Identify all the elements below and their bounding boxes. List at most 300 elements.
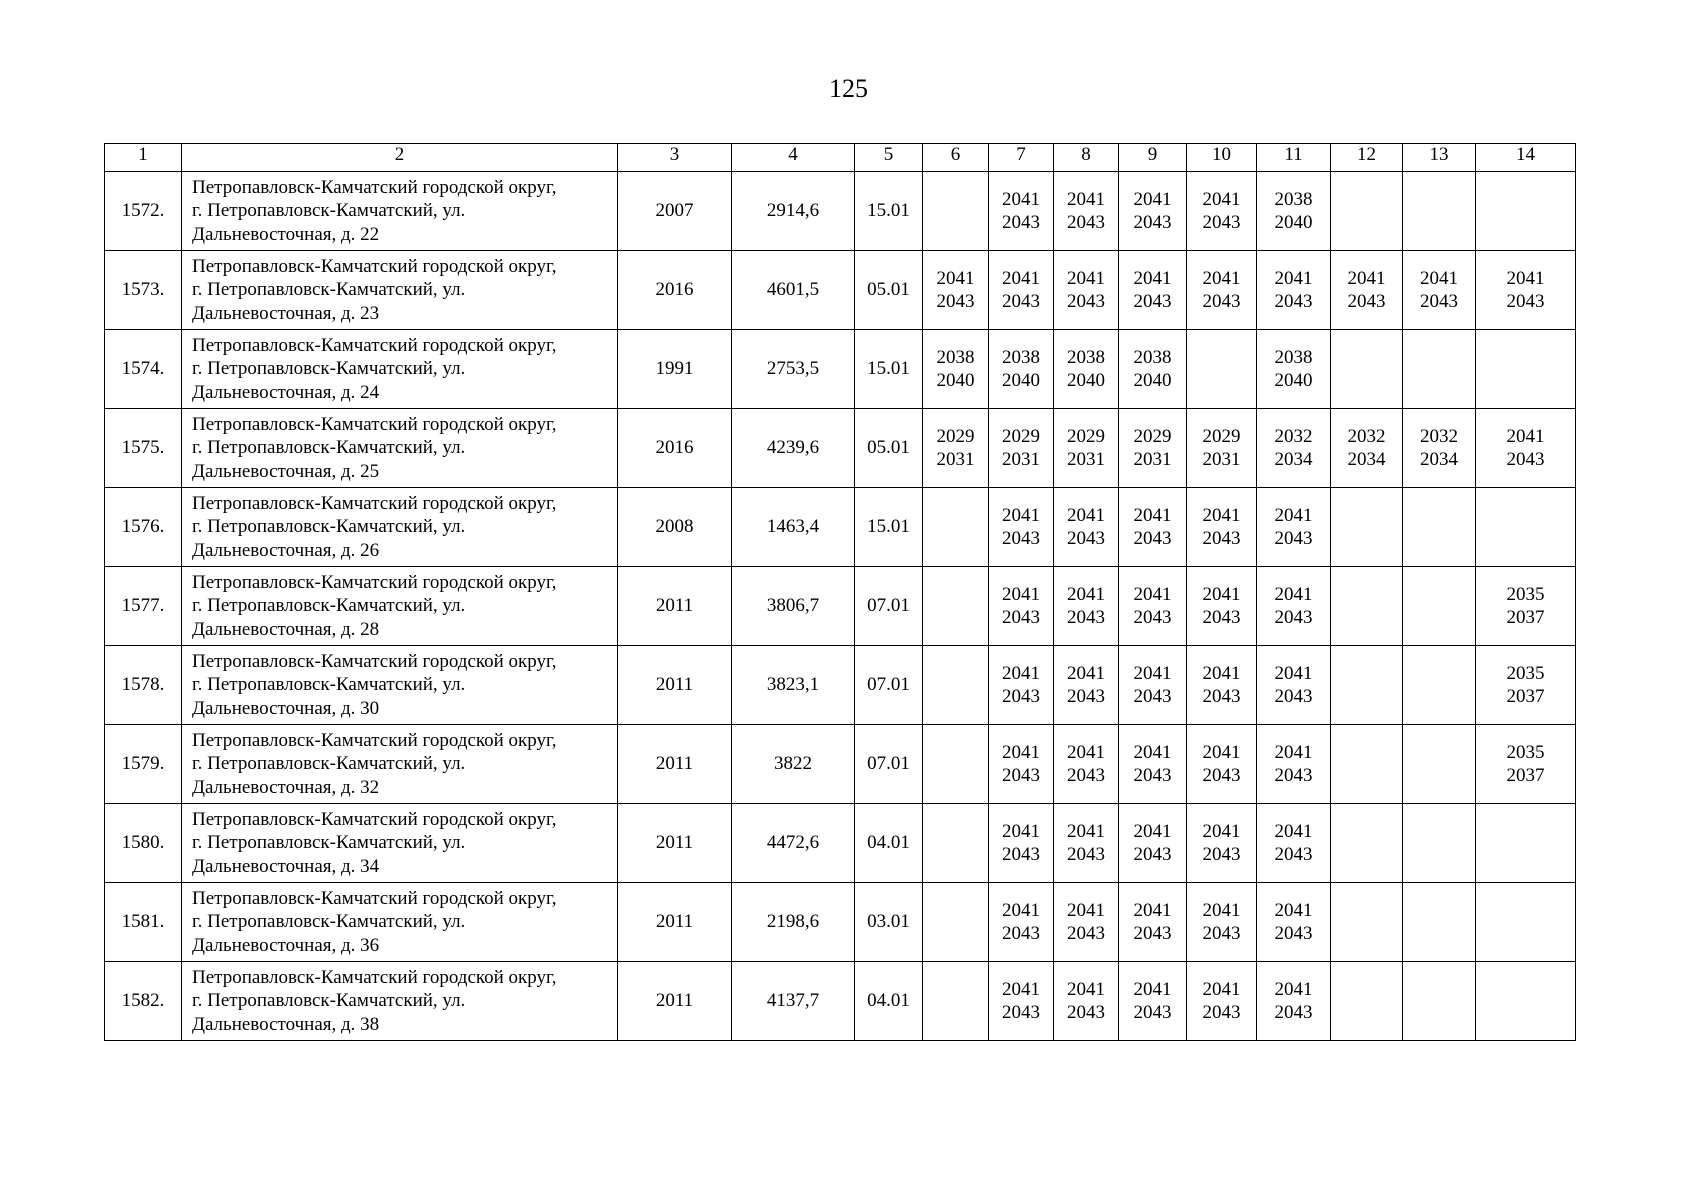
work-period-cell: [1119, 251, 1187, 330]
work-period-cell: [923, 567, 989, 646]
work-period-cell: [1476, 330, 1576, 409]
period-year: 2041: [1202, 188, 1241, 210]
address-line: Дальневосточная, д. 25: [192, 460, 380, 482]
address-line: Дальневосточная, д. 32: [192, 776, 380, 798]
period-year: 2043: [1002, 844, 1040, 865]
period-year: 2043: [1002, 923, 1040, 944]
table-row: [105, 567, 1576, 646]
work-period-cell: [1054, 962, 1119, 1041]
period-year: 2041: [1067, 899, 1105, 921]
work-period-cell: [1476, 804, 1576, 883]
column-header: 2: [182, 144, 618, 172]
period-year: 2041: [1067, 267, 1105, 289]
area-cell: 4239,6: [732, 409, 855, 488]
work-period-cell: [923, 962, 989, 1041]
period-year: 2041: [1067, 741, 1105, 763]
period-year: 2043: [1067, 291, 1105, 312]
work-period-cell: [1257, 172, 1331, 251]
row-number-cell: 1577.: [105, 567, 182, 646]
work-period-cell: [1119, 804, 1187, 883]
address-line: Петропавловск-Камчатский городской округ,: [192, 650, 557, 672]
table-row: [105, 725, 1576, 804]
period-year: 2041: [1420, 267, 1458, 289]
work-period-cell: [1187, 567, 1257, 646]
address-line: Петропавловск-Камчатский городской округ,: [192, 729, 557, 751]
work-period-cell: [1187, 883, 1257, 962]
work-period-cell: [1187, 646, 1257, 725]
period-year: 2043: [1133, 528, 1172, 549]
work-period-cell: [1403, 962, 1476, 1041]
code-cell: 03.01: [855, 883, 923, 962]
period-year: 2043: [1067, 528, 1105, 549]
period-year: 2043: [1133, 291, 1172, 312]
code-cell: 15.01: [855, 330, 923, 409]
period-year: 2037: [1506, 765, 1545, 786]
work-period-cell: [1476, 409, 1576, 488]
column-header: 14: [1476, 144, 1576, 172]
area-cell: 3806,7: [732, 567, 855, 646]
work-period-cell: [989, 883, 1054, 962]
period-year: 2029: [936, 425, 975, 447]
work-period-cell: [1476, 488, 1576, 567]
address-cell: [182, 804, 618, 883]
column-header: 7: [989, 144, 1054, 172]
work-period-cell: [1119, 409, 1187, 488]
code-cell: 05.01: [855, 251, 923, 330]
address-line: г. Петропавловск-Камчатский, ул.: [192, 516, 466, 538]
address-line: Петропавловск-Камчатский городской округ,: [192, 176, 557, 198]
period-year: 2043: [1067, 686, 1105, 707]
period-year: 2034: [1420, 449, 1458, 470]
data-table: [104, 143, 1576, 1041]
work-period-cell: [1403, 883, 1476, 962]
area-cell: 1463,4: [732, 488, 855, 567]
work-period-cell: [989, 488, 1054, 567]
period-year: 2032: [1274, 425, 1313, 447]
work-period-cell: [1257, 962, 1331, 1041]
code-cell: 07.01: [855, 646, 923, 725]
work-period-cell: [923, 725, 989, 804]
work-period-cell: [923, 488, 989, 567]
work-period-cell: [1331, 330, 1403, 409]
year-cell: 1991: [618, 330, 732, 409]
period-year: 2041: [1002, 820, 1040, 842]
work-period-cell: [1054, 646, 1119, 725]
period-year: 2041: [1002, 504, 1040, 526]
address-cell: [182, 725, 618, 804]
period-year: 2041: [1067, 820, 1105, 842]
period-year: 2037: [1506, 607, 1545, 628]
work-period-cell: [1476, 962, 1576, 1041]
address-line: Дальневосточная, д. 30: [192, 697, 380, 719]
address-line: г. Петропавловск-Камчатский, ул.: [192, 437, 466, 459]
work-period-cell: [923, 330, 989, 409]
period-year: 2041: [1133, 504, 1172, 526]
period-year: 2043: [1067, 923, 1105, 944]
period-year: 2043: [1067, 765, 1105, 786]
period-year: 2029: [1202, 425, 1241, 447]
address-line: г. Петропавловск-Камчатский, ул.: [192, 753, 466, 775]
address-cell: [182, 251, 618, 330]
work-period-cell: [1331, 488, 1403, 567]
code-cell: 04.01: [855, 962, 923, 1041]
address-line: г. Петропавловск-Камчатский, ул.: [192, 279, 466, 301]
row-number-cell: 1572.: [105, 172, 182, 251]
code-cell: 15.01: [855, 488, 923, 567]
work-period-cell: [1119, 172, 1187, 251]
work-period-cell: [1257, 804, 1331, 883]
work-period-cell: [1476, 172, 1576, 251]
address-line: Дальневосточная, д. 23: [192, 302, 380, 324]
period-year: 2043: [1347, 291, 1386, 312]
table-row: [105, 488, 1576, 567]
address-line: г. Петропавловск-Камчатский, ул.: [192, 358, 466, 380]
period-year: 2041: [1067, 583, 1105, 605]
area-cell: 3823,1: [732, 646, 855, 725]
period-year: 2041: [1002, 662, 1040, 684]
period-year: 2043: [1506, 449, 1545, 470]
table-row: [105, 962, 1576, 1041]
period-year: 2043: [1202, 923, 1241, 944]
period-year: 2043: [1133, 1002, 1172, 1023]
period-year: 2041: [1002, 741, 1040, 763]
table-row: [105, 646, 1576, 725]
period-year: 2043: [1274, 923, 1313, 944]
period-year: 2043: [1202, 528, 1241, 549]
work-period-cell: [989, 172, 1054, 251]
area-cell: 2914,6: [732, 172, 855, 251]
period-year: 2043: [1420, 291, 1458, 312]
period-year: 2041: [1274, 583, 1313, 605]
period-year: 2041: [1202, 820, 1241, 842]
area-cell: 4601,5: [732, 251, 855, 330]
period-year: 2043: [1067, 212, 1105, 233]
period-year: 2041: [936, 267, 975, 289]
work-period-cell: [1476, 725, 1576, 804]
column-header: 4: [732, 144, 855, 172]
work-period-cell: [1476, 646, 1576, 725]
period-year: 2041: [1506, 425, 1545, 447]
work-period-cell: [923, 646, 989, 725]
area-cell: 4137,7: [732, 962, 855, 1041]
work-period-cell: [1403, 330, 1476, 409]
period-year: 2043: [1274, 765, 1313, 786]
period-year: 2041: [1202, 741, 1241, 763]
period-year: 2041: [1274, 820, 1313, 842]
address-line: г. Петропавловск-Камчатский, ул.: [192, 674, 466, 696]
period-year: 2043: [1202, 212, 1241, 233]
work-period-cell: [989, 725, 1054, 804]
column-header: 3: [618, 144, 732, 172]
work-period-cell: [1054, 251, 1119, 330]
work-period-cell: [1054, 883, 1119, 962]
work-period-cell: [1054, 488, 1119, 567]
row-number-cell: 1573.: [105, 251, 182, 330]
period-year: 2043: [1274, 528, 1313, 549]
period-year: 2041: [1002, 188, 1040, 210]
period-year: 2043: [1002, 291, 1040, 312]
period-year: 2043: [1067, 1002, 1105, 1023]
row-number-cell: 1581.: [105, 883, 182, 962]
period-year: 2041: [1133, 267, 1172, 289]
period-year: 2043: [1133, 765, 1172, 786]
work-period-cell: [1187, 962, 1257, 1041]
table-row: [105, 883, 1576, 962]
work-period-cell: [1331, 251, 1403, 330]
address-line: Петропавловск-Камчатский городской округ,: [192, 571, 557, 593]
code-cell: 07.01: [855, 725, 923, 804]
table-row: [105, 251, 1576, 330]
work-period-cell: [989, 409, 1054, 488]
address-line: г. Петропавловск-Камчатский, ул.: [192, 911, 466, 933]
period-year: 2040: [1274, 370, 1313, 391]
period-year: 2043: [1202, 686, 1241, 707]
year-cell: 2016: [618, 251, 732, 330]
period-year: 2041: [1002, 978, 1040, 1000]
period-year: 2043: [1202, 844, 1241, 865]
work-period-cell: [1187, 804, 1257, 883]
work-period-cell: [1119, 883, 1187, 962]
work-period-cell: [1403, 251, 1476, 330]
period-year: 2041: [1002, 899, 1040, 921]
period-year: 2035: [1506, 741, 1545, 763]
address-line: Петропавловск-Камчатский городской округ,: [192, 492, 557, 514]
work-period-cell: [1257, 567, 1331, 646]
work-period-cell: [1054, 330, 1119, 409]
address-line: Петропавловск-Камчатский городской округ,: [192, 255, 557, 277]
period-year: 2041: [1202, 899, 1241, 921]
period-year: 2041: [1274, 978, 1313, 1000]
area-cell: 2198,6: [732, 883, 855, 962]
row-number-cell: 1580.: [105, 804, 182, 883]
period-year: 2043: [1133, 212, 1172, 233]
work-period-cell: [1476, 567, 1576, 646]
period-year: 2040: [1067, 370, 1105, 391]
year-cell: 2011: [618, 646, 732, 725]
period-year: 2043: [1274, 844, 1313, 865]
period-year: 2041: [1067, 978, 1105, 1000]
period-year: 2043: [1067, 607, 1105, 628]
area-cell: 3822: [732, 725, 855, 804]
year-cell: 2011: [618, 883, 732, 962]
column-header: 1: [105, 144, 182, 172]
period-year: 2041: [1274, 267, 1313, 289]
year-cell: 2008: [618, 488, 732, 567]
period-year: 2043: [1002, 765, 1040, 786]
work-period-cell: [1257, 251, 1331, 330]
period-year: 2032: [1347, 425, 1386, 447]
work-period-cell: [1331, 409, 1403, 488]
work-period-cell: [1476, 251, 1576, 330]
work-period-cell: [1054, 172, 1119, 251]
period-year: 2035: [1506, 583, 1545, 605]
year-cell: 2016: [618, 409, 732, 488]
code-cell: 15.01: [855, 172, 923, 251]
period-year: 2041: [1202, 662, 1241, 684]
period-year: 2031: [1202, 449, 1241, 470]
period-year: 2041: [1202, 583, 1241, 605]
work-period-cell: [1054, 567, 1119, 646]
year-cell: 2011: [618, 962, 732, 1041]
period-year: 2041: [1202, 267, 1241, 289]
period-year: 2041: [1202, 504, 1241, 526]
work-period-cell: [923, 251, 989, 330]
period-year: 2034: [1347, 449, 1386, 470]
work-period-cell: [1054, 804, 1119, 883]
address-line: Дальневосточная, д. 24: [192, 381, 380, 403]
row-number-cell: 1579.: [105, 725, 182, 804]
period-year: 2031: [1002, 449, 1040, 470]
code-cell: 04.01: [855, 804, 923, 883]
period-year: 2043: [1274, 686, 1313, 707]
work-period-cell: [1187, 251, 1257, 330]
table-row: [105, 330, 1576, 409]
period-year: 2043: [1133, 686, 1172, 707]
work-period-cell: [1403, 646, 1476, 725]
work-period-cell: [923, 883, 989, 962]
address-line: Дальневосточная, д. 28: [192, 618, 380, 640]
table-body: [105, 144, 1576, 1041]
period-year: 2043: [1133, 923, 1172, 944]
period-year: 2043: [1002, 686, 1040, 707]
work-period-cell: [1331, 646, 1403, 725]
period-year: 2043: [1202, 1002, 1241, 1023]
address-cell: [182, 962, 618, 1041]
period-year: 2035: [1506, 662, 1545, 684]
column-header: 9: [1119, 144, 1187, 172]
row-number-cell: 1574.: [105, 330, 182, 409]
period-year: 2038: [1067, 346, 1105, 368]
work-period-cell: [1331, 725, 1403, 804]
address-line: Петропавловск-Камчатский городской округ,: [192, 334, 557, 356]
row-number-cell: 1578.: [105, 646, 182, 725]
period-year: 2040: [1002, 370, 1040, 391]
period-year: 2043: [1274, 1002, 1313, 1023]
period-year: 2034: [1274, 449, 1313, 470]
period-year: 2041: [1067, 188, 1105, 210]
work-period-cell: [1187, 172, 1257, 251]
work-period-cell: [1119, 725, 1187, 804]
work-period-cell: [1257, 488, 1331, 567]
period-year: 2043: [1202, 607, 1241, 628]
address-cell: [182, 567, 618, 646]
column-header: 13: [1403, 144, 1476, 172]
work-period-cell: [1187, 488, 1257, 567]
period-year: 2043: [1067, 844, 1105, 865]
period-year: 2038: [936, 346, 975, 368]
work-period-cell: [1119, 567, 1187, 646]
period-year: 2041: [1133, 978, 1172, 1000]
period-year: 2043: [1133, 607, 1172, 628]
work-period-cell: [989, 646, 1054, 725]
address-cell: [182, 883, 618, 962]
work-period-cell: [989, 804, 1054, 883]
period-year: 2041: [1274, 741, 1313, 763]
work-period-cell: [1403, 409, 1476, 488]
period-year: 2041: [1506, 267, 1545, 289]
period-year: 2041: [1274, 504, 1313, 526]
year-cell: 2011: [618, 725, 732, 804]
address-cell: [182, 172, 618, 251]
year-cell: 2011: [618, 804, 732, 883]
period-year: 2041: [1133, 820, 1172, 842]
period-year: 2040: [936, 370, 975, 391]
period-year: 2041: [1067, 504, 1105, 526]
address-line: Петропавловск-Камчатский городской округ,: [192, 887, 557, 909]
work-period-cell: [1187, 725, 1257, 804]
period-year: 2041: [1274, 662, 1313, 684]
work-period-cell: [1403, 172, 1476, 251]
address-line: г. Петропавловск-Камчатский, ул.: [192, 990, 466, 1012]
column-header: 12: [1331, 144, 1403, 172]
work-period-cell: [1187, 330, 1257, 409]
period-year: 2041: [1002, 267, 1040, 289]
work-period-cell: [1331, 567, 1403, 646]
page-number: 125: [829, 74, 868, 103]
period-year: 2043: [1274, 291, 1313, 312]
work-period-cell: [1054, 409, 1119, 488]
period-year: 2041: [1133, 899, 1172, 921]
period-year: 2041: [1133, 583, 1172, 605]
column-header: 10: [1187, 144, 1257, 172]
period-year: 2029: [1067, 425, 1105, 447]
period-year: 2041: [1133, 188, 1172, 210]
work-period-cell: [1331, 883, 1403, 962]
period-year: 2041: [1133, 741, 1172, 763]
period-year: 2038: [1274, 346, 1313, 368]
table-row: [105, 172, 1576, 251]
address-line: г. Петропавловск-Камчатский, ул.: [192, 595, 466, 617]
column-header: 6: [923, 144, 989, 172]
work-period-cell: [1257, 725, 1331, 804]
area-cell: 4472,6: [732, 804, 855, 883]
work-period-cell: [989, 330, 1054, 409]
period-year: 2043: [1274, 607, 1313, 628]
row-number-cell: 1582.: [105, 962, 182, 1041]
period-year: 2043: [936, 291, 975, 312]
work-period-cell: [1476, 883, 1576, 962]
work-period-cell: [1403, 567, 1476, 646]
address-line: Дальневосточная, д. 22: [192, 223, 380, 245]
work-period-cell: [1331, 172, 1403, 251]
period-year: 2040: [1133, 370, 1172, 391]
year-cell: 2011: [618, 567, 732, 646]
work-period-cell: [1403, 804, 1476, 883]
period-year: 2031: [1067, 449, 1105, 470]
row-number-cell: 1575.: [105, 409, 182, 488]
header-row: [105, 144, 1576, 172]
address-cell: [182, 488, 618, 567]
address-cell: [182, 409, 618, 488]
period-year: 2041: [1347, 267, 1386, 289]
period-year: 2041: [1274, 899, 1313, 921]
period-year: 2043: [1202, 291, 1241, 312]
period-year: 2040: [1274, 212, 1313, 233]
period-year: 2037: [1506, 686, 1545, 707]
column-header: 8: [1054, 144, 1119, 172]
period-year: 2038: [1002, 346, 1040, 368]
work-period-cell: [923, 172, 989, 251]
work-period-cell: [1331, 804, 1403, 883]
address-line: Дальневосточная, д. 34: [192, 855, 380, 877]
period-year: 2041: [1067, 662, 1105, 684]
work-period-cell: [923, 409, 989, 488]
work-period-cell: [1119, 646, 1187, 725]
work-period-cell: [1257, 883, 1331, 962]
period-year: 2031: [1133, 449, 1172, 470]
work-period-cell: [1403, 725, 1476, 804]
period-year: 2038: [1274, 188, 1313, 210]
